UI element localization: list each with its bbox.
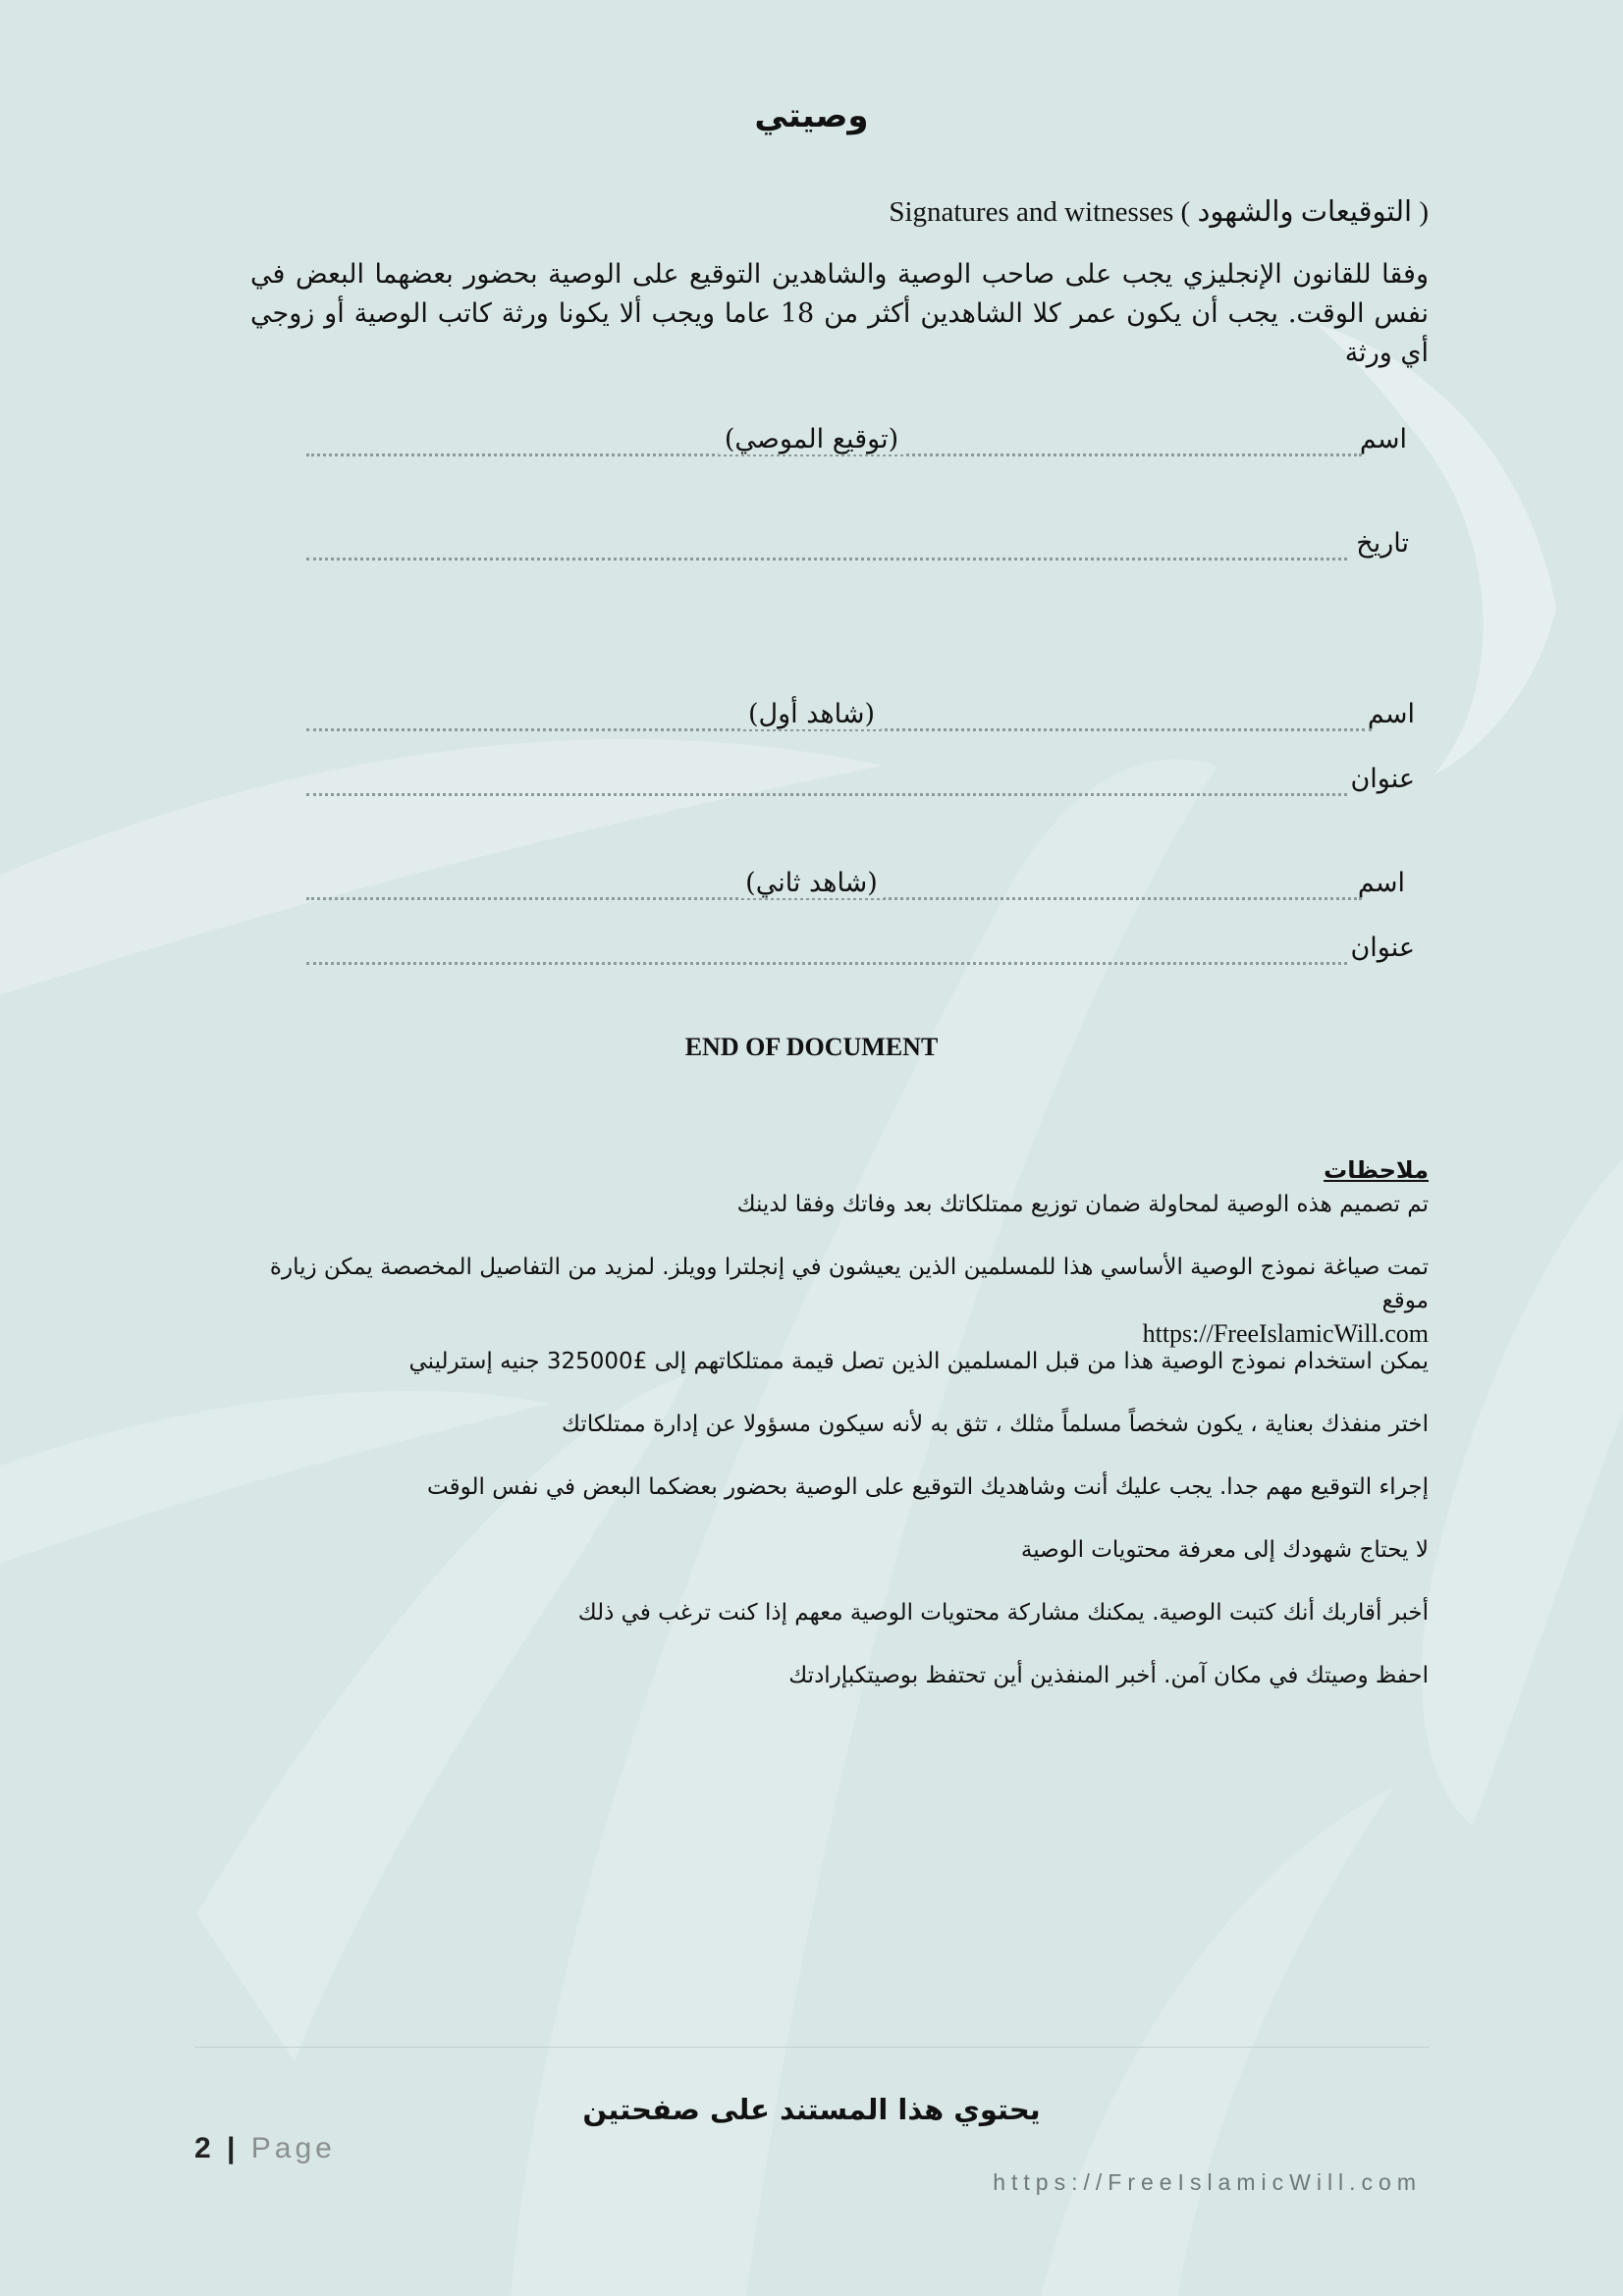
witness1-name-label: اسم <box>1367 699 1415 729</box>
document-title: وصيتي <box>754 96 869 135</box>
testator-name-label: اسم <box>1359 424 1407 454</box>
page-number-label <box>194 2132 336 2165</box>
note-item-text: تمت صياغة نموذج الوصية الأساسي هذا للمسلمين الذين يعيشون في إنجلترا وويلز. لمزيد من التفاصيل المخصصة يمكن زيارة موقع <box>269 1255 1429 1313</box>
date-label: تاريخ <box>1356 528 1409 559</box>
note-item: إجراء التوقيع مهم جدا. يجب عليك أنت وشاهديك التوقيع على الوصية بحضور بعضكما البعض في نفس الوقت <box>427 1474 1429 1500</box>
note-item: أخبر أقاربك أنك كتبت الوصية. يمكنك مشاركة محتويات الوصية معهم إذا كنت ترغب في ذلك <box>577 1600 1429 1626</box>
witness1-address-label: عنوان <box>1350 764 1415 794</box>
witness2-caption: (شاهد ثاني) <box>0 868 1623 898</box>
page-number: 2 <box>194 2132 215 2164</box>
end-of-document-marker: END OF DOCUMENT <box>684 1033 939 1061</box>
date-line[interactable] <box>306 558 1347 561</box>
testator-caption: (توقيع الموصي) <box>0 424 1623 454</box>
witness2-address-line[interactable] <box>306 962 1347 965</box>
page-separator: | <box>227 2132 240 2164</box>
footer-url[interactable]: https://FreeIslamicWill.com <box>993 2169 1422 2195</box>
note-item: تم تصميم هذه الوصية لمحاولة ضمان توزيع ممتلكاتك بعد وفاتك وفقا لدينك <box>736 1192 1429 1217</box>
page-word: Page <box>250 2132 336 2164</box>
note-item <box>221 1251 1429 1351</box>
stroke-watermark-2 <box>511 759 1217 2296</box>
stroke-watermark-4 <box>1041 1787 1394 2296</box>
note-item: يمكن استخدام نموذج الوصية هذا من قبل المسلمين الذين تصل قيمة ممتلكاتهم إلى £325000 جنيه إسترليني <box>408 1349 1429 1374</box>
note-item: احفظ وصيتك في مكان آمن. أخبر المنفذين أين تحتفظ بوصيتكبإرادتك <box>788 1663 1429 1688</box>
note-item: اختر منفذك بعناية ، يكون شخصاً مسلماً مثلك ، تثق به لأنه سيكون مسؤولا عن إدارة ممتلكاتك <box>562 1412 1429 1437</box>
witness1-address-line[interactable] <box>306 793 1347 796</box>
notes-heading: ملاحظات <box>1324 1156 1429 1184</box>
witness2-address-label: عنوان <box>1350 933 1415 963</box>
witness2-name-label: اسم <box>1357 868 1405 898</box>
footer-divider <box>194 2047 1430 2048</box>
intro-paragraph: وفقا للقانون الإنجليزي يجب على صاحب الوصية والشاهدين التوقيع على الوصية بحضور بعضهما البعض في نفس الوقت. يجب أن يكون عمر كلا الشاهدين أكثر من 18 عاما ويجب ألا يكونا ورثة كاتب الوصية أو زوجي أي ورثة <box>250 259 1429 368</box>
footer-note: يحتوي هذا المستند على صفحتين <box>582 2093 1041 2126</box>
section-heading: ( التوقيعات والشهود ) Signatures and witnesses <box>889 196 1429 228</box>
feather-watermark <box>1422 1158 1623 1826</box>
site-link[interactable]: https://FreeIslamicWill.com <box>1142 1319 1429 1348</box>
note-item: لا يحتاج شهودك إلى معرفة محتويات الوصية <box>1020 1537 1429 1563</box>
witness1-caption: (شاهد أول) <box>0 699 1623 729</box>
